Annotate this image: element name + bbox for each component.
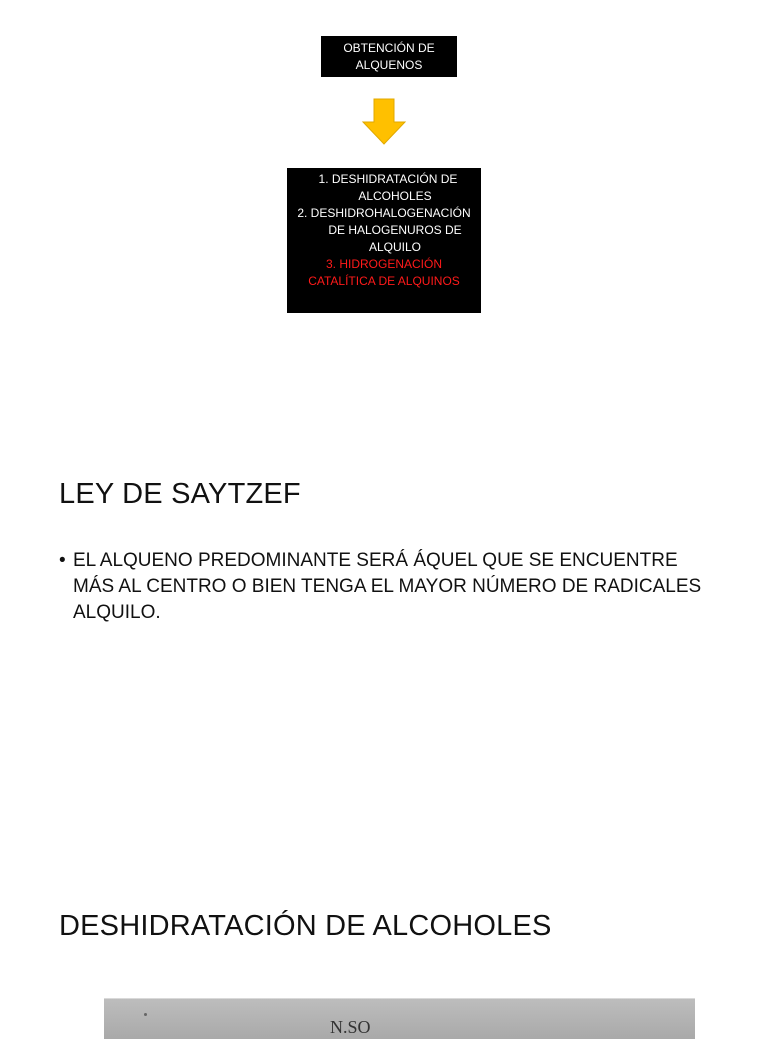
slide-obtencion-alquenos	[0, 0, 768, 400]
slide-deshidratacion-alcoholes	[0, 860, 768, 1037]
method-3-line-2: CATALÍTICA DE ALQUINOS	[308, 274, 460, 288]
method-1-line-2: ALCOHOLES	[358, 189, 432, 203]
image-speck	[144, 1013, 147, 1016]
method-1-line-1: 1. DESHIDRATACIÓN DE	[318, 172, 458, 186]
title-box	[321, 36, 457, 77]
title-line-2: ALQUENOS	[355, 57, 423, 72]
method-2-line-2: DE HALOGENUROS DE	[328, 223, 462, 237]
bullet-text: EL ALQUENO PREDOMINANTE SERÁ ÁQUEL QUE SE ENCUENTRE MÁS AL CENTRO O BIEN TENGA EL MAYOR NÚMERO DE RADICALES ALQUILO.	[73, 550, 702, 623]
method-2-line-1: 2. DESHIDROHALOGENACIÓN	[297, 206, 471, 220]
bullet-item	[59, 548, 719, 626]
title-line-1: OBTENCIÓN DE	[343, 40, 435, 55]
method-3-line-1: 3. HIDROGENACIÓN	[325, 257, 442, 271]
bullet-icon: •	[59, 550, 66, 571]
slide-heading: LEY DE SAYTZEF	[59, 478, 301, 510]
down-arrow-icon	[361, 98, 407, 146]
method-2-line-3: ALQUILO	[368, 240, 422, 254]
image-partial-text: N.SO	[330, 1017, 371, 1037]
methods-list-box	[287, 168, 481, 313]
slide-heading: DESHIDRATACIÓN DE ALCOHOLES	[59, 910, 552, 942]
reaction-image	[104, 998, 695, 1039]
slide-ley-de-saytzef	[0, 430, 768, 840]
